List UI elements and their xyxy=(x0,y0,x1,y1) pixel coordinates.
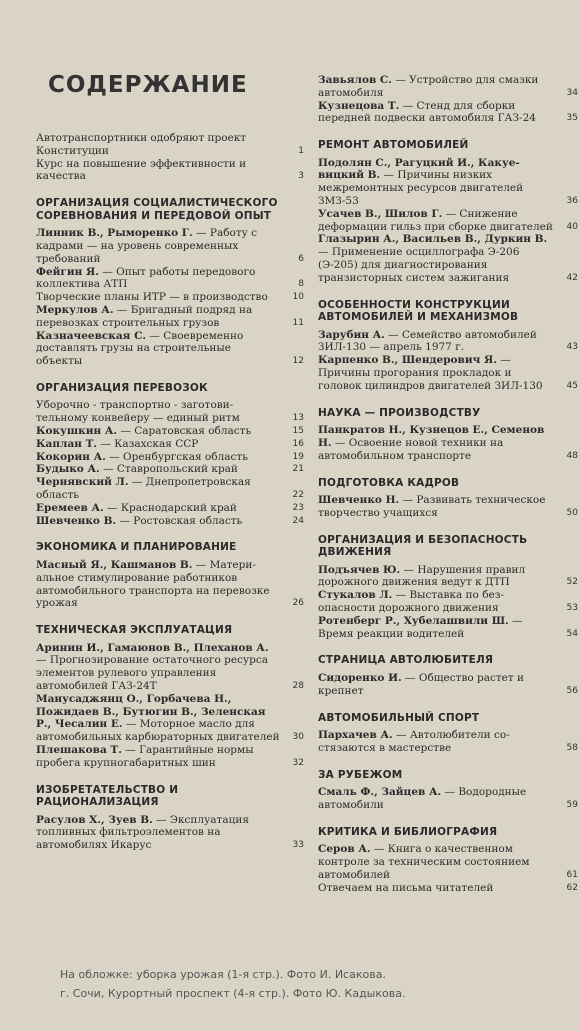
toc-entry xyxy=(36,227,304,265)
entry-text xyxy=(36,399,280,425)
toc-entry xyxy=(318,329,578,355)
entry-title: — Устройство для смазки автомобиля xyxy=(318,74,539,99)
entry-author: Шевченко Н. xyxy=(318,494,400,507)
section-heading: ОСОБЕННОСТИ КОНСТРУКЦИИ АВТОМОБИЛЕЙ И МЕХАНИЗМОВ xyxy=(318,298,519,324)
toc-entry xyxy=(318,354,578,392)
page-number: 6 xyxy=(298,253,304,264)
entry-title: — Ставропольский край xyxy=(99,463,238,476)
right-column xyxy=(318,0,578,894)
toc-section xyxy=(318,654,578,697)
page-number: 43 xyxy=(566,342,578,353)
entry-author: Серов А. xyxy=(318,843,371,856)
toc-section xyxy=(318,74,578,125)
entry-title: — Краснодарский край xyxy=(103,501,237,514)
toc-entry xyxy=(318,494,578,520)
toc-entry xyxy=(36,330,304,368)
page-number: 61 xyxy=(566,869,578,880)
section-heading: РЕМОНТ АВТОМОБИЛЕЙ xyxy=(318,139,469,152)
section-heading: АВТОМОБИЛЬНЫЙ СПОРТ xyxy=(318,711,480,724)
entry-author: Еремеев А. xyxy=(36,501,104,514)
entry-author: Стукалов Л. xyxy=(318,589,393,602)
section-heading: СТРАНИЦА АВТОЛЮБИТЕЛЯ xyxy=(318,654,494,667)
entry-text xyxy=(318,589,554,615)
cover-credit-back: г. Сочи, Курортный проспект (4-я стр.). Фото Ю. Кадыкова. xyxy=(60,987,406,1000)
toc-entry xyxy=(36,291,304,304)
toc-entry xyxy=(318,74,578,100)
entry-title: — Причины прогорания прокладок и головок цилиндров двигателей ЗИЛ-130 xyxy=(318,354,543,392)
entry-title: — Оренбургская область xyxy=(105,450,248,463)
entry-title: — Семейство автомобилей ЗИЛ-130 — апрель 1977 г. xyxy=(318,328,537,354)
entry-text xyxy=(36,476,280,502)
entry-author: Каплан Т. xyxy=(36,437,98,450)
page-number: 52 xyxy=(566,577,578,588)
entry-title: — Своевременно доставлять грузы на строительные объекты xyxy=(36,329,244,368)
toc-entry xyxy=(318,208,578,234)
entry-title: — Выставка по безопасности дорожного движения xyxy=(318,589,505,615)
entry-title: Курс на повышение эффективности и качества xyxy=(36,157,247,183)
page-number: 54 xyxy=(566,628,578,639)
entry-author: Линник В., Рыморенко Г. xyxy=(36,227,193,240)
entry-title: — Стенд для сборки передней подвески автомобиля ГАЗ-24 xyxy=(318,99,536,125)
page-number: 32 xyxy=(292,757,304,768)
page-number: 12 xyxy=(292,356,304,367)
toc-entry xyxy=(318,882,578,895)
entry-text xyxy=(36,451,280,464)
entry-text xyxy=(36,132,280,158)
toc-section xyxy=(36,541,304,610)
toc-section xyxy=(318,534,578,641)
entry-author: Сидоренко И. xyxy=(318,671,402,684)
entry-text xyxy=(36,814,280,852)
toc-entry xyxy=(36,463,304,476)
toc-entry xyxy=(36,399,304,425)
toc-entry xyxy=(36,744,304,770)
entry-text xyxy=(36,304,280,330)
entry-author: Шевченко В. xyxy=(36,514,117,527)
toc-entry xyxy=(36,132,304,158)
toc-entry xyxy=(36,425,304,438)
entry-author: Пархачев А. xyxy=(318,729,393,741)
toc-entry xyxy=(36,451,304,464)
contents-title: СОДЕРЖАНИЕ xyxy=(48,72,248,98)
toc-entry xyxy=(36,502,304,515)
page-number: 36 xyxy=(566,196,578,207)
entry-text xyxy=(36,438,280,451)
page-number: 33 xyxy=(292,840,304,851)
entry-text xyxy=(318,354,554,392)
page-number: 21 xyxy=(292,464,304,475)
page-number: 1 xyxy=(298,145,304,156)
entry-title: — Применение осциллографа Э-206 (Э-205) для диагностирования транзисторных систем зажигания xyxy=(318,246,520,284)
cover-credits xyxy=(60,965,560,1003)
entry-author: Будыко А. xyxy=(36,463,100,476)
toc-section xyxy=(318,826,578,895)
entry-title: — Опыт работы передового коллектива АТП xyxy=(36,265,256,291)
toc-entry xyxy=(36,158,304,184)
page-number: 30 xyxy=(292,732,304,743)
entry-title: — Саратовская область xyxy=(117,425,252,438)
entry-author: Ротенберг Р., Хубелашвили Ш. xyxy=(318,614,509,627)
page-number: 15 xyxy=(292,426,304,437)
entry-text xyxy=(36,266,280,292)
toc-section xyxy=(318,299,578,393)
entry-title: Творческие планы ИТР — в производство xyxy=(36,291,268,304)
entry-title: — Бригадный подряд на перевозках строительных грузов xyxy=(36,303,253,329)
entry-title: — Казахская ССР xyxy=(97,437,199,450)
toc-section xyxy=(318,139,578,284)
entry-title: — Развивать техническое творчество учащихся xyxy=(318,494,546,519)
entry-author: Расулов Х., Зуев В. xyxy=(36,813,153,826)
entry-author: Плешакова Т. xyxy=(36,743,122,756)
page-number: 10 xyxy=(292,292,304,303)
entry-text xyxy=(318,729,554,755)
entry-author: Манусаджянц О., Горбачева Н., Пожидаев В., Бутюгин В., Зеленская Р., Чесалин Е. xyxy=(36,692,266,731)
entry-text xyxy=(36,158,280,184)
entry-author: Кокушкин А. xyxy=(36,425,118,438)
entry-title: — Работу с кадрами — на уровень современных требований xyxy=(36,227,258,265)
entry-text xyxy=(318,615,554,641)
toc-entry xyxy=(318,615,578,641)
entry-text xyxy=(318,672,554,698)
toc-section xyxy=(318,477,578,520)
entry-author: Глазырин А., Васильев В., Дуркин В. xyxy=(318,233,548,246)
entry-text xyxy=(36,227,280,265)
entry-title: Автотранспортники одобряют проект Конституции xyxy=(36,132,247,157)
section-heading: ОРГАНИЗАЦИЯ И БЕЗОПАСНОСТЬ ДВИЖЕНИЯ xyxy=(318,533,528,559)
section-heading: НАУКА — ПРОИЗВОДСТВУ xyxy=(318,406,481,419)
page-number: 50 xyxy=(566,507,578,518)
page-number: 28 xyxy=(292,681,304,691)
entry-author: Кузнецова Т. xyxy=(318,99,400,112)
entry-author: Масный Я., Кашманов В. xyxy=(36,558,193,571)
entry-text xyxy=(318,100,554,126)
entry-text xyxy=(36,693,280,744)
entry-title: — Материальное стимулирование работников автомобильного транспорта на перевозке урожая xyxy=(36,558,270,610)
page-number: 40 xyxy=(566,221,578,232)
page-number: 19 xyxy=(292,451,304,462)
entry-title: — Нарушения правил дорожного движения ведут к ДТП xyxy=(318,563,526,589)
entry-author: Кокорин А. xyxy=(36,450,106,463)
page-number: 23 xyxy=(292,502,304,513)
entry-title: — Время реакции водителей xyxy=(318,614,523,640)
entry-text xyxy=(318,329,554,355)
entry-title: — Эксплуатация топливных фильтроэлементов на автомобилях Икарус xyxy=(36,813,249,852)
page-number: 53 xyxy=(566,603,578,614)
page-number: 58 xyxy=(566,742,578,753)
section-heading: ОРГАНИЗАЦИЯ СОЦИАЛИСТИЧЕСКОГО СОРЕВНОВАНИЯ И ПЕРЕДОВОЙ ОПЫТ xyxy=(36,197,278,222)
entry-author: Панкратов Н., Кузнецов Е., Семенов Н. xyxy=(318,424,545,449)
section-heading: ЗА РУБЕЖОМ xyxy=(318,768,403,781)
entry-title: Отвечаем на письма читателей xyxy=(318,881,494,894)
page-number: 34 xyxy=(566,87,578,98)
entry-text xyxy=(36,425,280,438)
toc-entry xyxy=(36,266,304,292)
entry-author: Завьялов С. xyxy=(318,74,392,86)
entry-title: — Водородные автомобили xyxy=(318,786,527,811)
entry-text xyxy=(36,744,280,770)
entry-title: — Освоение новой техники на автомобильном транспорте xyxy=(318,436,504,462)
entry-text xyxy=(36,291,280,304)
entry-text xyxy=(36,515,280,528)
entry-author: Чернявский Л. xyxy=(36,476,129,489)
entry-title: — Причины низких межремонтных ресурсов двигателей ЗМЗ-53 xyxy=(318,169,524,208)
toc-entry xyxy=(318,233,578,284)
toc-section xyxy=(318,769,578,812)
entry-author: Усачев В., Шилов Г. xyxy=(318,207,443,220)
page-number: 8 xyxy=(298,279,304,290)
entry-author: Фейгин Я. xyxy=(36,265,99,278)
toc-entry xyxy=(318,786,578,812)
toc-entry xyxy=(36,515,304,528)
entry-text xyxy=(318,564,554,590)
entry-text xyxy=(36,330,280,368)
toc-entry xyxy=(318,157,578,208)
section-heading: ИЗОБРЕТАТЕЛЬСТВО И РАЦИОНАЛИЗАЦИЯ xyxy=(36,783,179,809)
toc-entry xyxy=(318,424,578,462)
section-heading: КРИТИКА И БИБЛИОГРАФИЯ xyxy=(318,825,498,838)
toc-entry xyxy=(318,672,578,698)
toc-section xyxy=(36,197,304,368)
page-number: 24 xyxy=(292,515,304,526)
entry-text xyxy=(318,208,554,234)
section-heading: ПОДГОТОВКА КАДРОВ xyxy=(318,476,460,489)
entry-text xyxy=(318,233,554,284)
entry-author: Карпенко В., Шендерович Я. xyxy=(318,354,497,367)
page-number: 45 xyxy=(566,380,578,391)
page-number: 62 xyxy=(566,882,578,893)
page-number: 56 xyxy=(566,685,578,696)
entry-title: — Прогнозирование остаточного ресурса элементов рулевого управления автомобилей ГАЗ-24Т xyxy=(36,654,269,692)
entry-author: Аринин И., Гамаюнов В., Плеханов А. xyxy=(36,641,269,654)
page-number: 3 xyxy=(298,171,304,182)
cover-credit-front: На обложке: уборка урожая (1-я стр.). Фото И. Исакова. xyxy=(60,968,386,981)
toc-entry xyxy=(36,814,304,852)
entry-text xyxy=(36,463,280,476)
page-number: 13 xyxy=(292,413,304,424)
toc-entry xyxy=(36,559,304,610)
entry-author: Смаль Ф., Зайцев А. xyxy=(318,786,442,799)
entry-text xyxy=(318,157,554,208)
left-column xyxy=(36,0,304,852)
toc-section xyxy=(36,132,304,183)
page-number: 16 xyxy=(292,438,304,449)
toc-section xyxy=(36,382,304,527)
page-number: 59 xyxy=(566,799,578,810)
entry-text xyxy=(318,786,554,812)
toc-entry xyxy=(36,438,304,451)
entry-title: — Книга о качественном контроле за техническим состоянием автомобилей xyxy=(318,843,530,881)
entry-title: — Общество растет и крепнет xyxy=(318,671,525,697)
entry-author: Казначеевская С. xyxy=(36,329,147,342)
entry-text xyxy=(318,843,554,881)
toc-entry xyxy=(36,476,304,502)
section-heading: ОРГАНИЗАЦИЯ ПЕРЕВОЗОК xyxy=(36,381,208,394)
toc-entry xyxy=(318,843,578,881)
toc-section xyxy=(318,407,578,463)
page-number: 48 xyxy=(566,450,578,461)
entry-title: — Ростовская область xyxy=(116,514,243,527)
toc-section xyxy=(36,784,304,852)
toc-section xyxy=(318,712,578,755)
page-number: 26 xyxy=(292,598,304,609)
toc-entry xyxy=(318,100,578,126)
toc-entry xyxy=(318,564,578,590)
entry-text xyxy=(318,424,554,462)
entry-title: — Днепропетровская область xyxy=(36,476,251,502)
toc-entry xyxy=(318,729,578,755)
entry-title: — Моторное масло для автомобильных карбюраторных двигателей xyxy=(36,718,280,744)
entry-text xyxy=(36,502,280,515)
page-number: 42 xyxy=(566,272,578,283)
entry-text xyxy=(318,494,554,520)
page-number: 35 xyxy=(566,113,578,124)
section-heading: ЭКОНОМИКА И ПЛАНИРОВАНИЕ xyxy=(36,541,237,554)
entry-title: — Автолюбители состязаются в мастерстве xyxy=(318,729,510,754)
page-number: 11 xyxy=(292,317,304,328)
entry-text xyxy=(318,74,554,100)
entry-text xyxy=(318,882,554,895)
entry-author: Подолян С., Рагуцкий И., Какуевицкий В. xyxy=(318,156,520,182)
section-heading: ТЕХНИЧЕСКАЯ ЭКСПЛУАТАЦИЯ xyxy=(36,624,233,637)
page-number: 22 xyxy=(292,490,304,501)
entry-author: Меркулов А. xyxy=(36,303,114,316)
toc-entry xyxy=(36,642,304,693)
toc-entry xyxy=(318,589,578,615)
entry-text xyxy=(36,559,280,610)
entry-title: Уборочно - транспортно - заготовительному конвейеру — единый ритм xyxy=(36,399,240,425)
toc-entry xyxy=(36,304,304,330)
entry-title: — Снижение деформации гильз при сборке двигателей xyxy=(318,207,553,233)
entry-author: Зарубин А. xyxy=(318,328,385,341)
toc-entry xyxy=(36,693,304,744)
entry-title: — Гарантийные нормы пробега крупногабаритных шин xyxy=(36,743,254,769)
entry-author: Подъячев Ю. xyxy=(318,563,401,576)
entry-text xyxy=(36,642,280,693)
toc-section xyxy=(36,624,304,769)
